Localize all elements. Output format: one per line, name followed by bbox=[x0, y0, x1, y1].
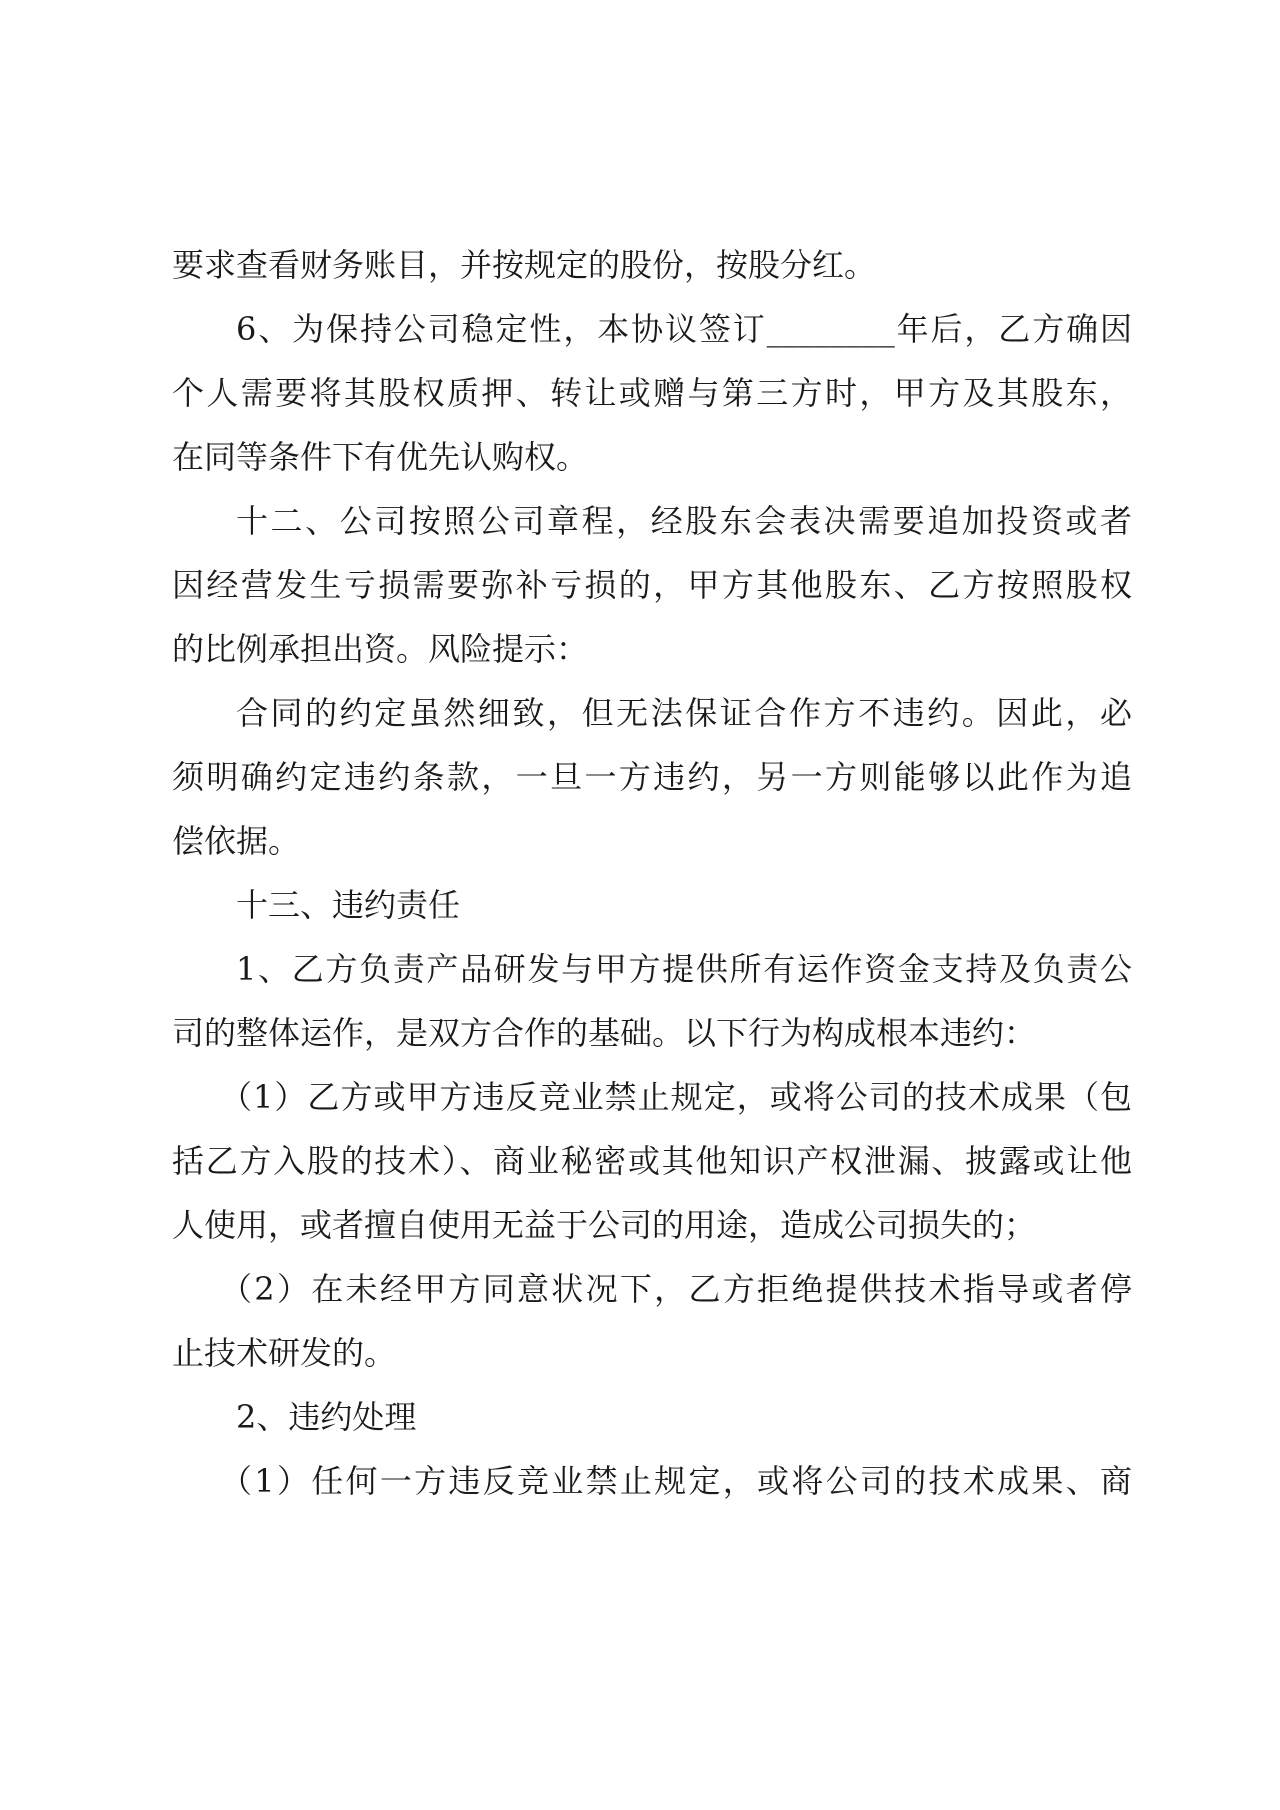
text-line-16: 人使用，或者擅自使用无益于公司的用途，造成公司损失的； bbox=[172, 1206, 1037, 1244]
text-line-4: 在同等条件下有优先认购权。 bbox=[172, 438, 589, 476]
text-line-20: （1）任何一方违反竞业禁止规定，或将公司的技术成果、商 bbox=[220, 1462, 1132, 1500]
text-line-1: 要求查看财务账目，并按规定的股份，按股分红。 bbox=[172, 246, 877, 284]
text-line-6: 因经营发生亏损需要弥补亏损的，甲方其他股东、乙方按照股权 bbox=[172, 566, 1132, 604]
section-heading: 十三、违约责任 bbox=[236, 886, 461, 924]
subsection-heading: 2、违约处理 bbox=[236, 1398, 417, 1436]
text-line-14: （1）乙方或甲方违反竞业禁止规定，或将公司的技术成果（包 bbox=[220, 1078, 1132, 1116]
text-line-10: 偿依据。 bbox=[172, 822, 301, 860]
text-line-15: 括乙方入股的技术）、商业秘密或其他知识产权泄漏、披露或让他 bbox=[172, 1142, 1132, 1180]
text-line-17: （2）在未经甲方同意状况下，乙方拒绝提供技术指导或者停 bbox=[220, 1270, 1132, 1308]
text-line-7: 的比例承担出资。风险提示： bbox=[172, 630, 589, 668]
text-line-5: 十二、公司按照公司章程，经股东会表决需要追加投资或者 bbox=[236, 502, 1132, 540]
text-line-18: 止技术研发的。 bbox=[172, 1334, 397, 1372]
text-line-2: 6、为保持公司稳定性，本协议签订________年后，乙方确因 bbox=[236, 310, 1132, 348]
text-line-3: 个人需要将其股权质押、转让或赠与第三方时，甲方及其股东， bbox=[172, 374, 1132, 412]
document-body bbox=[172, 233, 1132, 1513]
text-line-12: 1、乙方负责产品研发与甲方提供所有运作资金支持及负责公 bbox=[236, 950, 1132, 988]
text-line-9: 须明确约定违约条款，一旦一方违约，另一方则能够以此作为追 bbox=[172, 758, 1132, 796]
text-line-8: 合同的约定虽然细致，但无法保证合作方不违约。因此，必 bbox=[236, 694, 1132, 732]
text-line-13: 司的整体运作，是双方合作的基础。以下行为构成根本违约： bbox=[172, 1014, 1037, 1052]
